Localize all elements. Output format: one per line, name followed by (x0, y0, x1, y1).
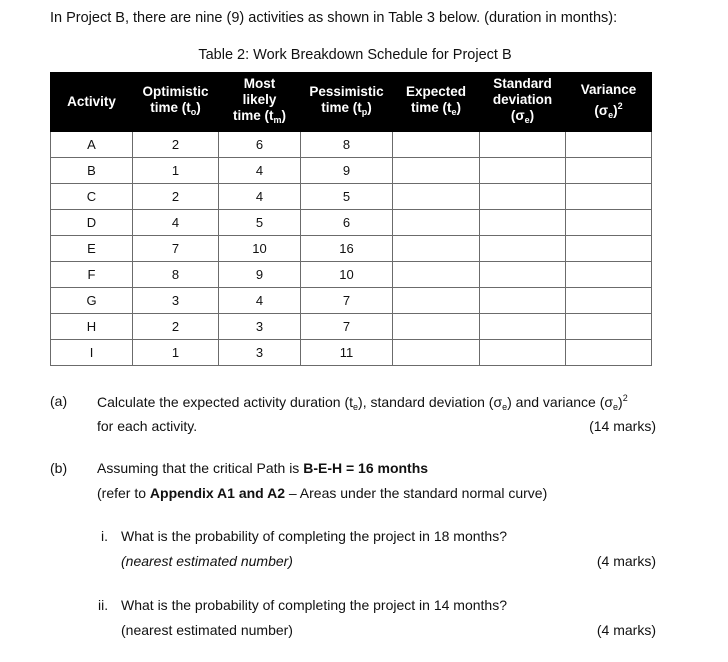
work-breakdown-table (50, 72, 652, 366)
cell-standard-deviation (480, 288, 566, 314)
header-most-likely: Most likely time $(t_m)$ (219, 73, 301, 132)
cell-variance (566, 314, 652, 340)
cell-pessimistic: 9 (301, 158, 393, 184)
cell-expected (393, 184, 480, 210)
cell-pessimistic: 6 (301, 210, 393, 236)
cell-optimistic: 3 (133, 288, 219, 314)
sub-question-i-note: (nearest estimated number) (121, 553, 293, 569)
cell-variance (566, 340, 652, 366)
cell-pessimistic: 11 (301, 340, 393, 366)
question-b-label: (b) (50, 460, 68, 476)
cell-optimistic: 8 (133, 262, 219, 288)
table-row (51, 288, 652, 314)
cell-optimistic: 7 (133, 236, 219, 262)
cell-expected (393, 132, 480, 158)
cell-variance (566, 262, 652, 288)
cell-variance (566, 236, 652, 262)
question-a-text: Calculate the expected activity duration $(t_e)$, standard deviation $(\sigma_e)$ and variance $(\sigma_e)^2$ (97, 393, 628, 412)
header-variance: Variance $(\sigma_e)^2$ (566, 73, 652, 132)
header-activity: Activity (51, 73, 133, 132)
table-row (51, 158, 652, 184)
question-b-reference: (refer to Appendix A1 and A2 – Areas under the standard normal curve) (97, 485, 548, 501)
table-body (51, 132, 652, 366)
cell-activity: A (51, 132, 133, 158)
cell-optimistic: 1 (133, 340, 219, 366)
cell-variance (566, 132, 652, 158)
cell-activity: H (51, 314, 133, 340)
table-row (51, 340, 652, 366)
table-header-row (51, 73, 652, 132)
cell-expected (393, 288, 480, 314)
cell-optimistic: 2 (133, 132, 219, 158)
cell-expected (393, 340, 480, 366)
cell-optimistic: 2 (133, 314, 219, 340)
cell-most-likely: 4 (219, 158, 301, 184)
sub-question-i-marks: (4 marks) (596, 553, 656, 569)
table-row (51, 184, 652, 210)
cell-variance (566, 158, 652, 184)
header-optimistic: Optimistic time $(t_o)$ (133, 73, 219, 132)
cell-activity: B (51, 158, 133, 184)
sub-question-i-numeral: i. (101, 528, 108, 544)
table-row (51, 236, 652, 262)
sub-question-ii-marks: (4 marks) (596, 622, 656, 638)
cell-variance (566, 210, 652, 236)
cell-activity: F (51, 262, 133, 288)
cell-pessimistic: 7 (301, 288, 393, 314)
cell-most-likely: 5 (219, 210, 301, 236)
sub-question-ii-numeral: ii. (98, 597, 109, 613)
cell-expected (393, 314, 480, 340)
header-pessimistic: Pessimistic time $(t_p)$ (301, 73, 393, 132)
header-expected: Expected time $(t_e)$ (393, 73, 480, 132)
cell-most-likely: 9 (219, 262, 301, 288)
question-b-text: Assuming that the critical Path is B-E-H = 16 months (97, 460, 429, 476)
cell-standard-deviation (480, 314, 566, 340)
cell-most-likely: 3 (219, 314, 301, 340)
cell-pessimistic: 8 (301, 132, 393, 158)
cell-most-likely: 4 (219, 184, 301, 210)
intro-text: In Project B, there are nine (9) activities as shown in Table 3 below. (duration in months): (50, 10, 618, 26)
cell-pessimistic: 16 (301, 236, 393, 262)
question-a-marks: (14 marks) (589, 418, 656, 434)
cell-most-likely: 3 (219, 340, 301, 366)
cell-standard-deviation (480, 262, 566, 288)
cell-standard-deviation (480, 210, 566, 236)
cell-standard-deviation (480, 132, 566, 158)
cell-pessimistic: 10 (301, 262, 393, 288)
cell-optimistic: 1 (133, 158, 219, 184)
cell-standard-deviation (480, 158, 566, 184)
question-a-line2: for each activity. (97, 418, 198, 434)
cell-expected (393, 262, 480, 288)
cell-expected (393, 158, 480, 184)
cell-most-likely: 4 (219, 288, 301, 314)
cell-activity: G (51, 288, 133, 314)
table-row (51, 210, 652, 236)
question-a-label: (a) (50, 393, 68, 409)
cell-expected (393, 236, 480, 262)
cell-pessimistic: 7 (301, 314, 393, 340)
cell-standard-deviation (480, 184, 566, 210)
cell-optimistic: 4 (133, 210, 219, 236)
cell-variance (566, 184, 652, 210)
cell-most-likely: 10 (219, 236, 301, 262)
table-row (51, 132, 652, 158)
sub-question-i-text: What is the probability of completing the project in 18 months? (121, 528, 507, 544)
cell-activity: E (51, 236, 133, 262)
cell-activity: D (51, 210, 133, 236)
cell-activity: C (51, 184, 133, 210)
cell-expected (393, 210, 480, 236)
header-standard-deviation: Standard deviation $(\sigma_e)$ (480, 73, 566, 132)
cell-activity: I (51, 340, 133, 366)
cell-optimistic: 2 (133, 184, 219, 210)
cell-standard-deviation (480, 340, 566, 366)
cell-variance (566, 288, 652, 314)
cell-standard-deviation (480, 236, 566, 262)
cell-pessimistic: 5 (301, 184, 393, 210)
table-caption: Table 2: Work Breakdown Schedule for Project B (198, 47, 512, 63)
sub-question-ii-note: (nearest estimated number) (121, 622, 293, 638)
table-row (51, 314, 652, 340)
cell-most-likely: 6 (219, 132, 301, 158)
sub-question-ii-text: What is the probability of completing the project in 14 months? (121, 597, 507, 613)
table-row (51, 262, 652, 288)
